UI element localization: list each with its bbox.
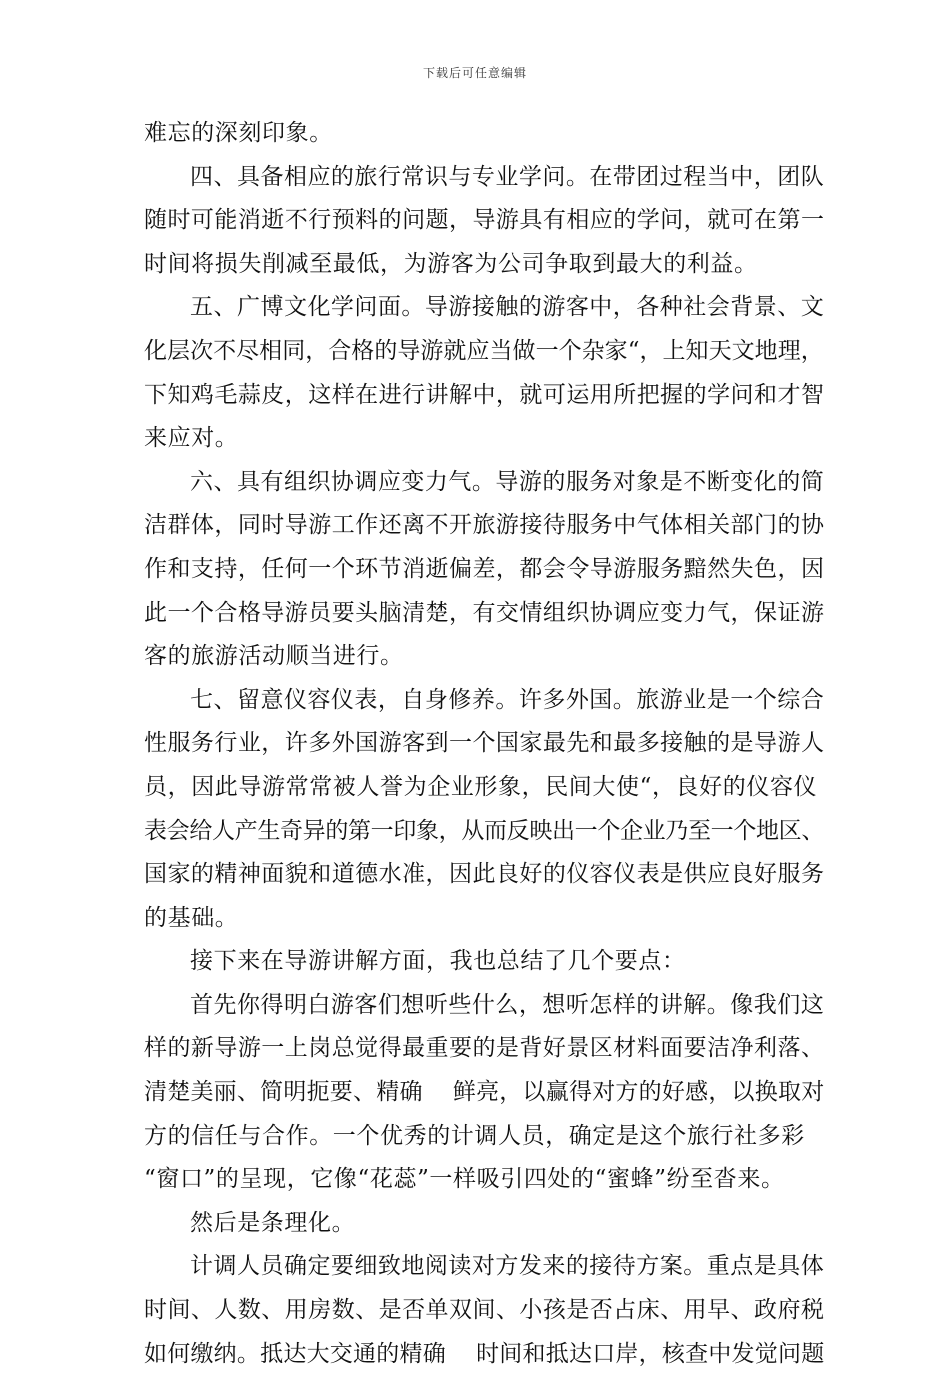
text-line: 四、具备相应的旅行常识与专业学问。在带团过程当中，团队 <box>190 163 825 190</box>
text-line: 七、留意仪容仪表，自身修养。许多外国。旅游业是一个综合 <box>190 686 825 713</box>
text-line: 的基础。 <box>144 904 239 931</box>
text-line: 六、具有组织协调应变力气。导游的服务对象是不断变化的简 <box>190 468 825 495</box>
text-line: 客的旅游活动顺当进行。 <box>144 643 404 670</box>
text-line: 下知鸡毛蒜皮，这样在进行讲解中，就可运用所把握的学问和才智 <box>144 381 825 408</box>
text-line: 来应对。 <box>144 425 239 452</box>
document-body <box>144 112 824 1376</box>
text-line: 作和支持，任何一个环节消逝偏差，都会令导游服务黯然失色，因 <box>144 555 825 582</box>
text-line: 化层次不尽相同，合格的导游就应当做一个杂家“，上知天文地理， <box>144 337 824 364</box>
text-line: 然后是条理化。 <box>190 1209 356 1236</box>
text-line: 如何缴纳。抵达大交通的精确 时间和抵达口岸，核查中发觉问题 <box>144 1340 825 1367</box>
text-line: 接下来在导游讲解方面，我也总结了几个要点： <box>190 948 686 975</box>
text-line: 样的新导游一上岗总觉得最重要的是背好景区材料面要洁净利落、 <box>144 1035 825 1062</box>
text-line: 国家的精神面貌和道德水准，因此良好的仪容仪表是供应良好服务 <box>144 861 825 888</box>
text-line: 难忘的深刻印象。 <box>144 120 333 146</box>
text-line: 洁群体，同时导游工作还离不开旅游接待服务中气体相关部门的协 <box>144 512 825 539</box>
text-line: 五、广博文化学问面。导游接触的游客中，各种社会背景、文 <box>190 294 825 321</box>
text-line: 员，因此导游常常被人誉为企业形象，民间大使“，良好的仪容仪 <box>144 773 818 800</box>
text-line: “窗口”的呈现，它像“花蕊”一样吸引四处的“蜜蜂”纷至沓来。 <box>144 1166 785 1193</box>
text-line: 计调人员确定要细致地阅读对方发来的接待方案。重点是具体 <box>190 1253 825 1280</box>
text-line: 此一个合格导游员要头脑清楚，有交情组织协调应变力气，保证游 <box>144 599 825 626</box>
text-line: 时间、人数、用房数、是否单双间、小孩是否占床、用早、政府税 <box>144 1297 825 1324</box>
text-line: 清楚美丽、简明扼要、精确 鲜亮，以赢得对方的好感，以换取对 <box>144 1079 825 1106</box>
text-line: 随时可能消逝不行预料的问题，导游具有相应的学问，就可在第一 <box>144 207 825 234</box>
text-line: 表会给人产生奇异的第一印象，从而反映出一个企业乃至一个地区、 <box>144 817 825 844</box>
text-line: 性服务行业，许多外国游客到一个国家最先和最多接触的是导游人 <box>144 730 825 757</box>
text-line: 时间将损失削减至最低，为游客为公司争取到最大的利益。 <box>144 250 758 277</box>
page-header: 下载后可任意编辑 <box>422 66 527 80</box>
text-line: 首先你得明白游客们想听些什么，想听怎样的讲解。像我们这 <box>190 991 825 1018</box>
text-line: 方的信任与合作。一个优秀的计调人员，确定是这个旅行社多彩 <box>144 1122 805 1149</box>
